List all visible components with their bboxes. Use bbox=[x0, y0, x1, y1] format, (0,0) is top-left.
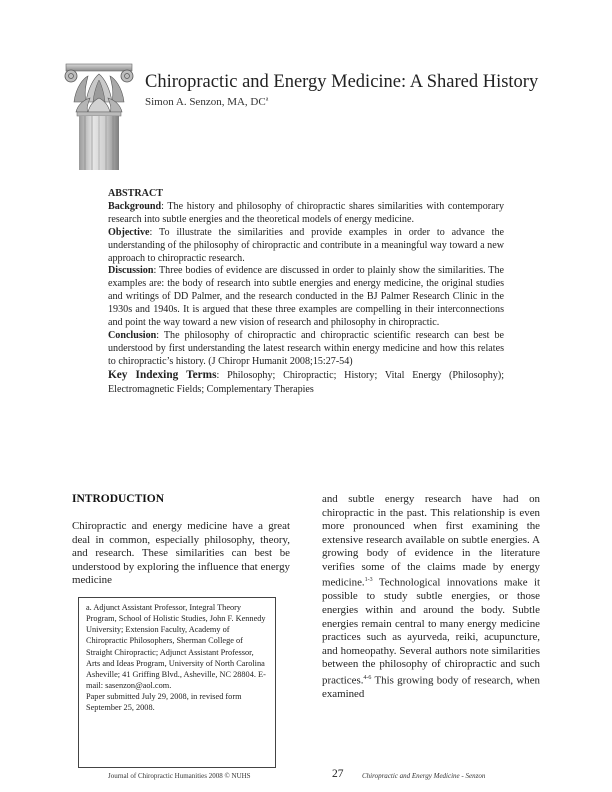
abstract-discussion bbox=[108, 265, 504, 330]
background-text: : The history and philosophy of chiropractic shares similarities with contemporary research into subtle energies and the theoretical models of energy medicine. bbox=[108, 200, 504, 225]
left-column bbox=[72, 520, 290, 588]
right-text-2: Technological innovations make it possible to study subtle energies, or those energies within and around the body. Subtle energies remain central to many energy medicine practices such as ayurveda, reiki, acupuncture, and homeopathy. Several authors note similarities between the philosophy of chiropractic and such practices. bbox=[322, 576, 540, 687]
intro-paragraph-right bbox=[322, 493, 540, 701]
column-capital-illustration bbox=[64, 62, 134, 170]
conclusion-text: : The philosophy of chiropractic and chiropractic scientific research can best be understood by first understanding the latest research within energy medicine and how this relates to chiropractic’s history. (J Chiropr Humanit 2008;15:27-54) bbox=[108, 329, 504, 367]
discussion-text: : Three bodies of evidence are discussed in order to plainly show the similarities. The examples are: the body of research into subtle energies and energy medicine, the original studies and writings of DD Palmer, and the research conducted in the BJ Palmer Research Clinic in the 1930s and 1940s. It is argued that these three examples are compelling in their interconnections and point the way toward a new vision of research and philosophy in chiropractic. bbox=[108, 265, 504, 329]
right-text-1: and subtle energy research have had on chiropractic in the past. This relationship is even more pronounced when first examining the extensive research available on subtle energies. A growing body of evidence in the literature verifies some of the claims made by energy medicine. bbox=[322, 493, 540, 589]
objective-label: Objective bbox=[108, 226, 150, 238]
intro-paragraph-left: Chiropractic and energy medicine have a great deal in common, especially philosophy, theory, and research. These similarities can best be understood by exploring the influence that energy medicine bbox=[72, 520, 290, 587]
discussion-label: Discussion bbox=[108, 265, 154, 277]
citation-4-6: 4-6 bbox=[363, 674, 372, 681]
affiliation-footnote-box bbox=[78, 597, 276, 768]
author-line bbox=[145, 96, 268, 108]
author-affiliation-marker: a bbox=[265, 96, 269, 103]
introduction-heading: INTRODUCTION bbox=[72, 493, 165, 505]
abstract-heading: ABSTRACT bbox=[108, 188, 163, 199]
keywords-text: : Philosophy; Chiropractic; History; Vital Energy (Philosophy); Electromagnetic Fields; Complementary Therapies bbox=[108, 369, 504, 395]
footnote-submission-dates: Paper submitted July 29, 2008, in revised form September 25, 2008. bbox=[86, 692, 242, 713]
background-label: Background bbox=[108, 200, 162, 212]
keywords-label: Key Indexing Terms bbox=[108, 368, 217, 381]
abstract-background bbox=[108, 201, 504, 227]
right-column bbox=[322, 493, 540, 701]
footnote-affiliation: a. Adjunct Assistant Professor, Integral Theory Program, School of Holistic Studies, John F. Kennedy University; Extension Faculty, Academy of Chiropractic Philosophers, Sherman College of Straight Chiropractic; Adjunct Assistant Professor, Arts and Ideas Program, University of North Carolina Asheville; 41 Griffing Blvd., Asheville, NC 28804. E-mail: sasenzon@aol.com. bbox=[86, 603, 266, 691]
article-title: Chiropractic and Energy Medicine: A Shared History bbox=[145, 72, 539, 92]
right-text-3: This growing body of research, when examined bbox=[322, 674, 540, 700]
citation-1-3: 1-3 bbox=[364, 577, 373, 584]
author-name: Simon A. Senzon, MA, DC bbox=[145, 96, 266, 108]
abstract-objective bbox=[108, 227, 504, 266]
objective-text: : To illustrate the similarities and provide examples in order to advance the understanding of the philosophy of chiropractic and contribute in a meaningful way toward a new approach to chiropractic research. bbox=[108, 226, 504, 264]
abstract-conclusion bbox=[108, 330, 504, 369]
page-number: 27 bbox=[332, 768, 344, 780]
abstract-keywords bbox=[108, 369, 504, 397]
footer-running-title: Chiropractic and Energy Medicine - Senzon bbox=[362, 772, 486, 780]
footer-journal-name: Journal of Chiropractic Humanities 2008 © NUHS bbox=[108, 772, 251, 780]
conclusion-label: Conclusion bbox=[108, 329, 157, 341]
abstract bbox=[108, 188, 504, 397]
